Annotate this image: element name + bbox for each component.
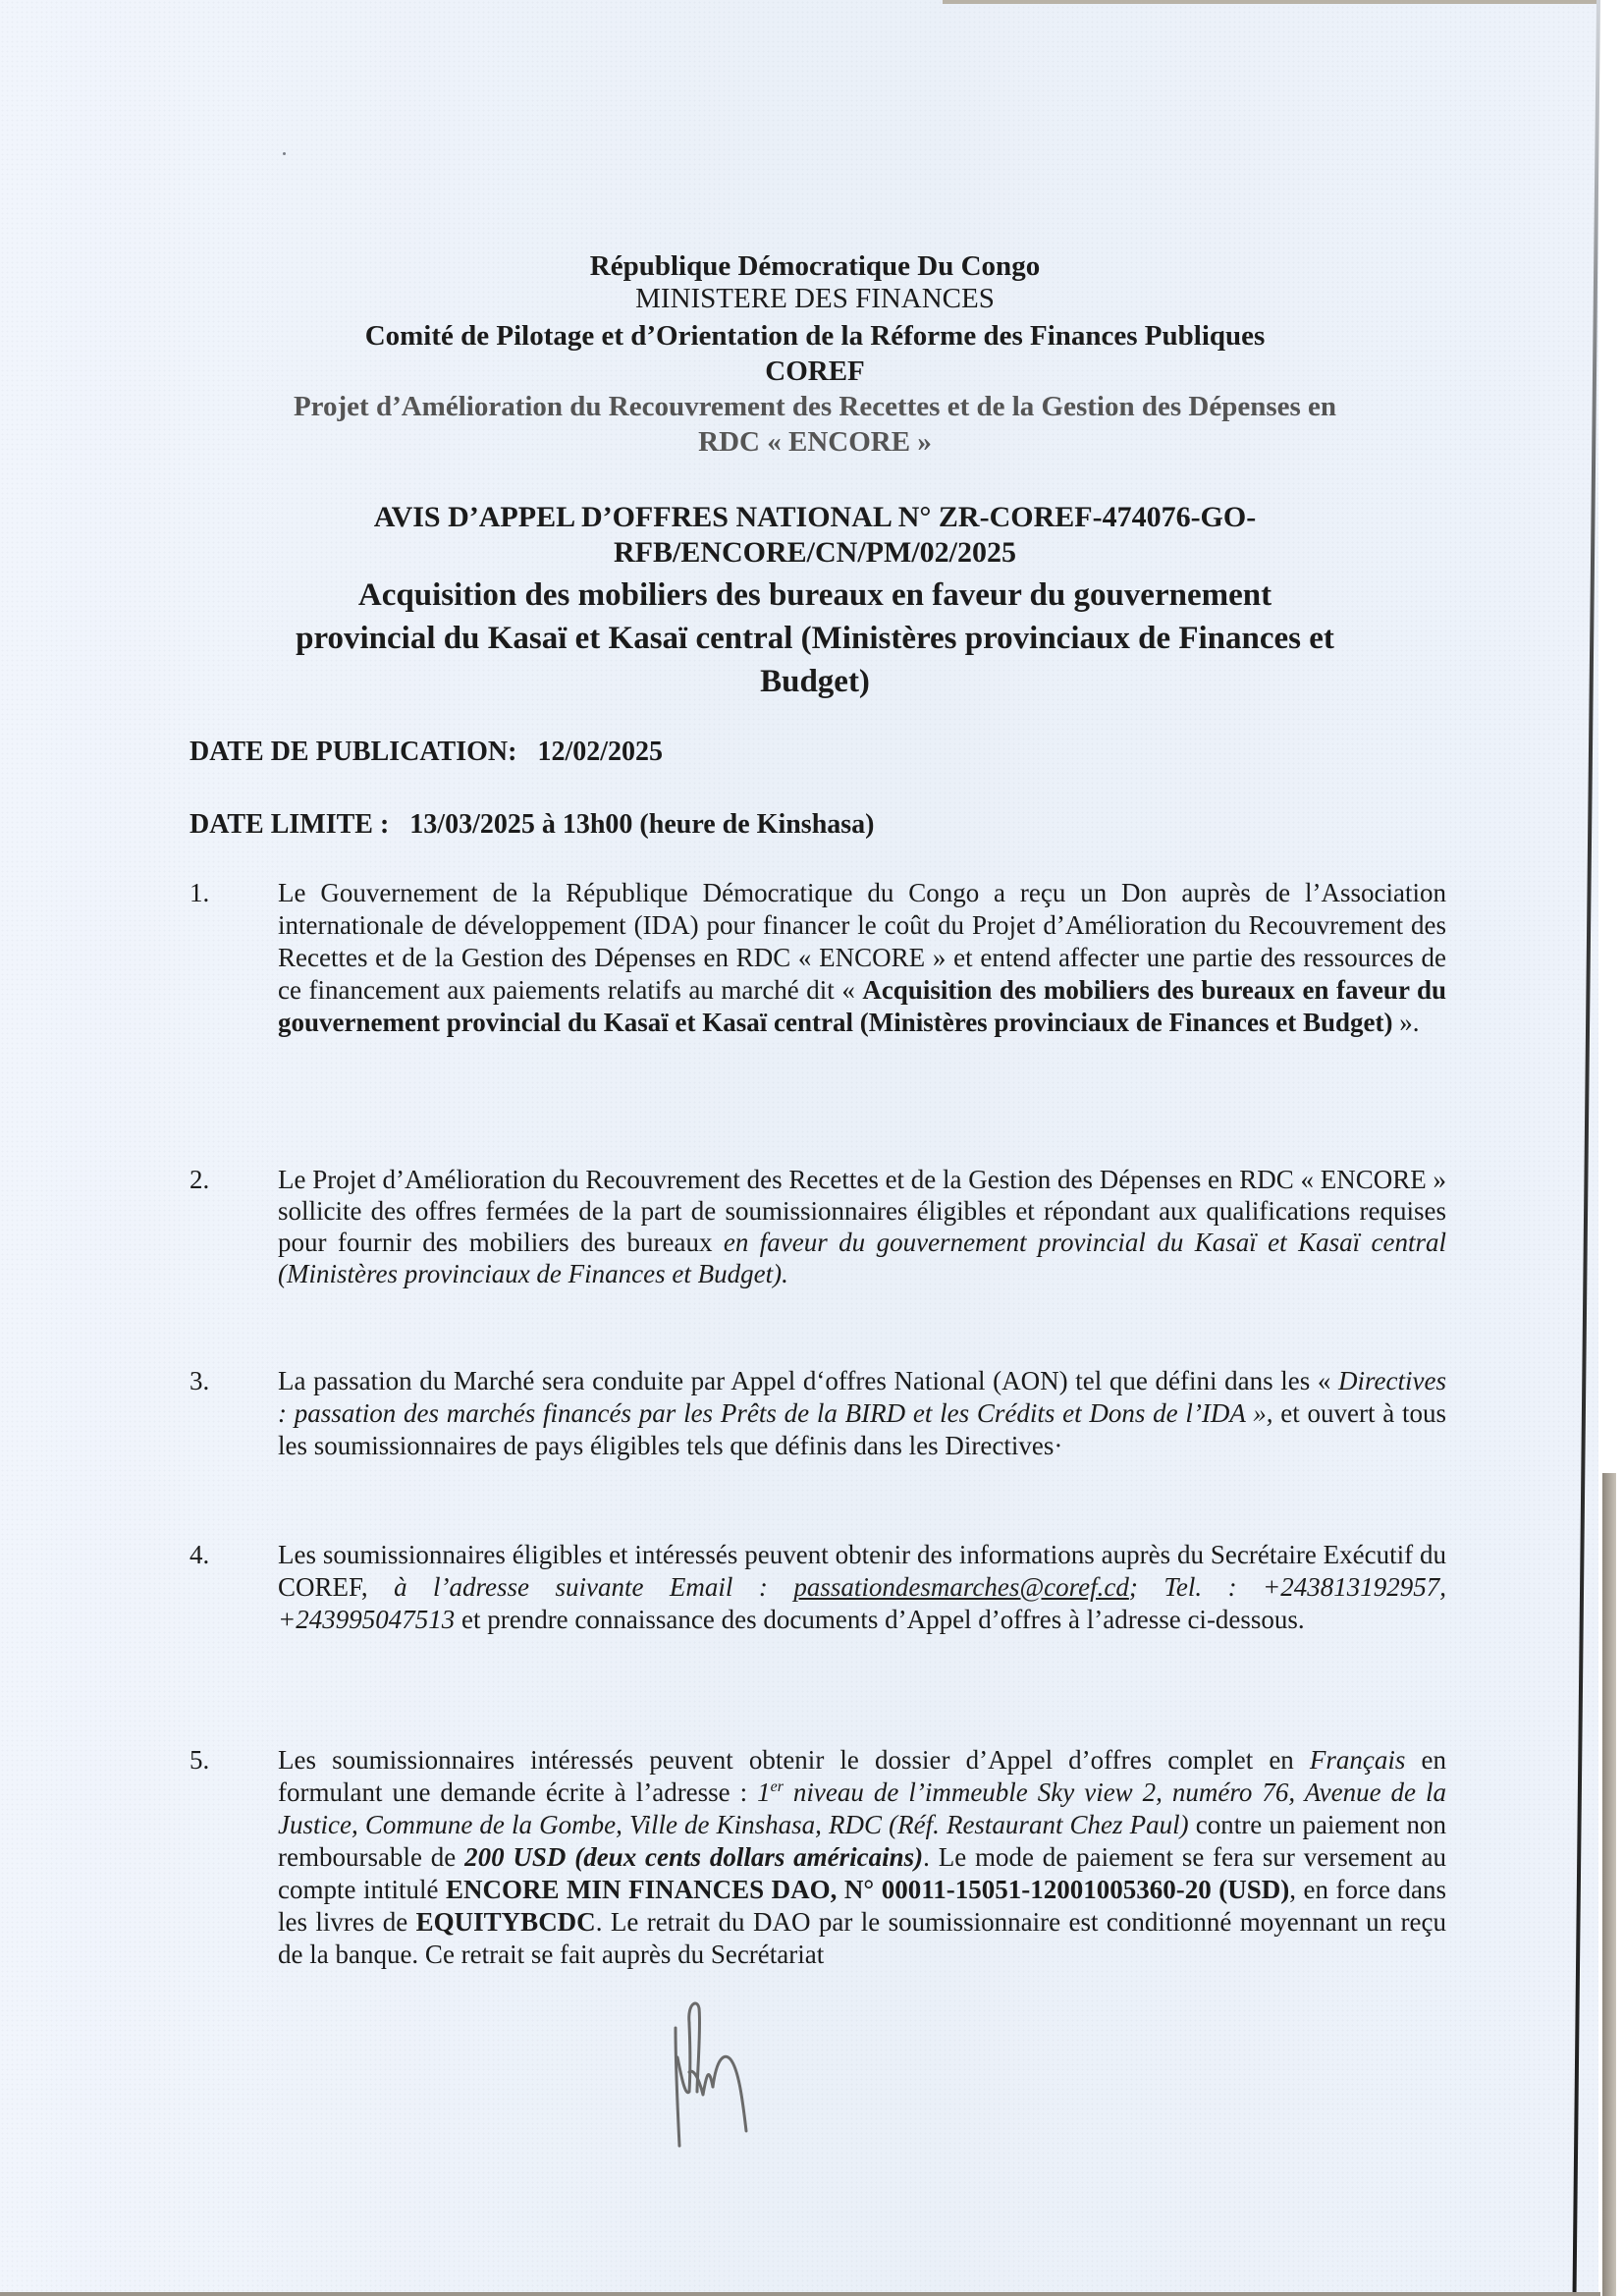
notice-title-line3: Budget) [760, 664, 870, 699]
item-text [278, 1164, 1446, 1289]
scan-edge-bottom [0, 2292, 1600, 2296]
item-text-payment: contre un paiement non remboursable de [278, 1810, 1447, 1872]
item-number: 5. [189, 1745, 210, 1775]
scan-speck [283, 152, 286, 155]
phone-numbers: ; Tel. : +243813192957, +243995047513 [278, 1572, 1446, 1634]
item-text-end: ». [1392, 1008, 1420, 1037]
scan-edge-top [943, 0, 1598, 4]
notice-title-line1: Acquisition des mobiliers des bureaux en faveur du gouvernement [357, 577, 1272, 613]
item-language: Français [1309, 1745, 1406, 1775]
item-text-italic: à l’adresse suivante Email : [394, 1572, 768, 1602]
item-text-end: . Le retrait du DAO par le soumissionnaire est conditionné moyennant un reçu de la banque. Ce retrait se fait auprès du Secrétariat [278, 1907, 1446, 1969]
header-project-line2: RDC « ENCORE » [698, 426, 932, 458]
item-number: 3. [189, 1366, 210, 1395]
scan-shadow-right [1602, 1473, 1616, 2296]
notice-title-line2: provincial du Kasaï et Kasaï central (Ministères provinciaux de Finances et [296, 621, 1334, 656]
signature-icon [668, 1998, 756, 2156]
address-ordinal-suffix: er [770, 1778, 784, 1795]
deadline-date-label: DATE LIMITE : [189, 809, 390, 840]
notice-number-line1: AVIS D’APPEL D’OFFRES NATIONAL N° ZR-COREF-474076-GO- [373, 501, 1257, 533]
header-acronym: COREF [765, 355, 865, 387]
item-text [278, 877, 1446, 1039]
item-number: 2. [189, 1165, 210, 1194]
item-text-mid: en formulant une demande écrite à l’adresse : [278, 1745, 1446, 1807]
item-text [278, 1365, 1446, 1462]
item-text-mode: . Le mode de paiement se fera sur versement au compte intitulé [278, 1842, 1446, 1904]
item-number: 1. [189, 878, 210, 907]
item-text-italic: Directives : passation des marchés financés par les Prêts de la BIRD et les Crédits et Dons de l’IDA », [278, 1366, 1446, 1428]
item-text-end: et ouvert à tous les soumissionnaires de pays éligibles tels que définis dans les Directives· [278, 1398, 1446, 1460]
publication-date-value: 12/02/2025 [537, 737, 664, 767]
bank-name: EQUITYBCDC [415, 1907, 596, 1937]
item-text [278, 1744, 1446, 1971]
item-text [278, 1539, 1446, 1636]
item-text-plain: La passation du Marché sera conduite par Appel d‘offres National (AON) tel que défini dans les « [278, 1366, 1339, 1395]
item-text-plain: Le Projet d’Amélioration du Recouvrement des Recettes et de la Gestion des Dépenses en RDC « ENCORE » sollicite des offres fermées de la part de soumissionnaires éligibles et répondant aux qualifications requises pour fournir des mobiliers des bureaux [278, 1165, 1446, 1257]
item-text-plain: Les soumissionnaires intéressés peuvent obtenir le dossier d’Appel d’offres complet en [278, 1745, 1310, 1775]
header-project-line1: Projet d’Amélioration du Recouvrement des Recettes et de la Gestion des Dépenses en [293, 391, 1337, 422]
address-ordinal: 1 [757, 1777, 771, 1807]
deadline-date [189, 809, 875, 841]
item-text-end: et prendre connaissance des documents d’Appel d’offres à l’adresse ci-dessous. [455, 1605, 1305, 1634]
bank-account: ENCORE MIN FINANCES DAO, N° 00011-15051-12001005360-20 (USD) [446, 1875, 1290, 1904]
notice-number-line2: RFB/ENCORE/CN/PM/02/2025 [614, 536, 1016, 569]
header-ministry: MINISTERE DES FINANCES [635, 283, 995, 314]
item-text-bold: Acquisition des mobiliers des bureaux en faveur du gouvernement provincial du Kasaï et Kasaï central (Ministères provinciaux de Finances et Budget) [278, 975, 1446, 1037]
item-text-bank: , en force dans les livres de [278, 1875, 1446, 1937]
address-text: niveau de l’immeuble Sky view 2, numéro 76, Avenue de la Justice, Commune de la Gombe, Ville de Kinshasa, RDC (Réf. Restaurant Chez Paul) [278, 1777, 1446, 1839]
deadline-date-value: 13/03/2025 à 13h00 (heure de Kinshasa) [409, 809, 875, 840]
item-text-plain: Le Gouvernement de la République Démocratique du Congo a reçu un Don auprès de l’Association internationale de développement (IDA) pour financer le coût du Projet d’Amélioration du Recouvrement des Recettes et de la Gestion des Dépenses en RDC « ENCORE » et entend affecter une partie des ressources de ce financement aux paiements relatifs au marché dit « [278, 878, 1446, 1005]
item-text-italic: en faveur du gouvernement provincial du Kasaï et Kasaï central (Ministères provinciaux de Finances et Budget). [278, 1228, 1446, 1288]
header-country: République Démocratique Du Congo [589, 250, 1041, 282]
email-link[interactable]: passationdesmarches@coref.cd [793, 1572, 1129, 1602]
item-number: 4. [189, 1540, 210, 1569]
payment-amount: 200 USD (deux cents dollars américains) [464, 1842, 924, 1872]
publication-date [189, 737, 663, 768]
item-text-plain: Les soumissionnaires éligibles et intéressés peuvent obtenir des informations auprès du Secrétaire Exécutif du COREF, [278, 1540, 1446, 1602]
header-committee: Comité de Pilotage et d’Orientation de la Réforme des Finances Publiques [364, 320, 1266, 352]
publication-date-label: DATE DE PUBLICATION: [189, 737, 517, 767]
